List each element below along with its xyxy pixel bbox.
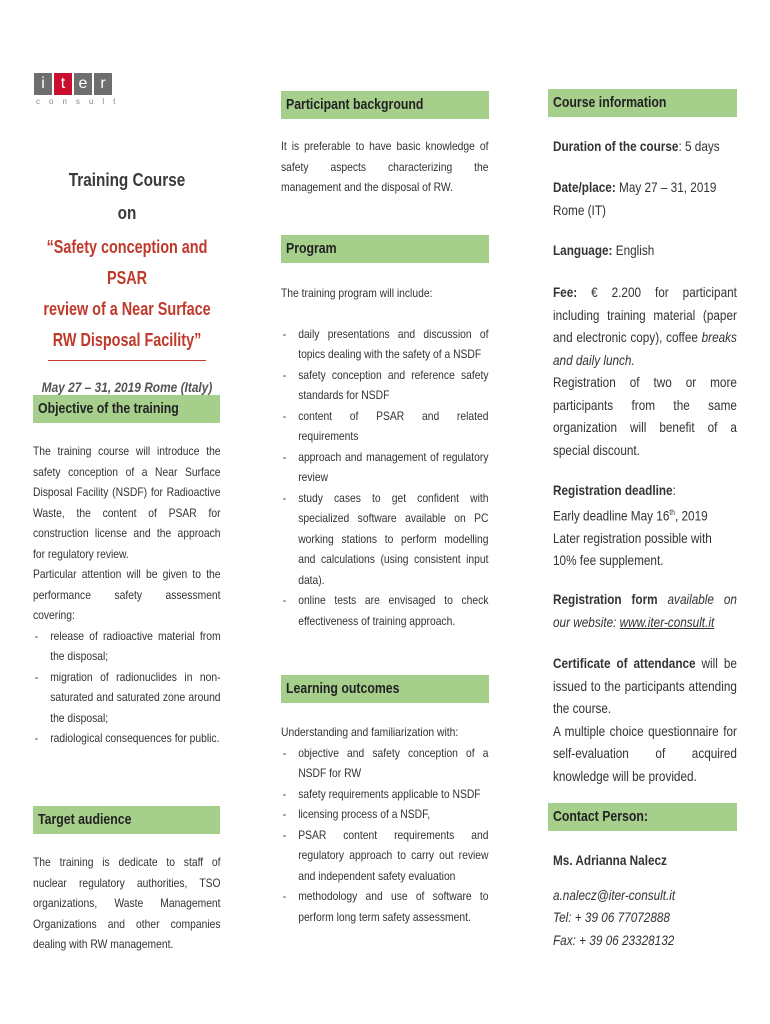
language-value: English: [612, 242, 655, 258]
title-underline: [48, 360, 206, 361]
contact-details: [553, 849, 737, 951]
contact-fax: Fax: + 39 06 23328132: [553, 931, 675, 948]
duration-label: Duration of the course: [553, 138, 679, 154]
certificate-info: [553, 652, 737, 787]
iter-consult-logo: [34, 73, 125, 106]
learning-outcomes-heading: Learning outcomes: [281, 675, 489, 703]
fee-value: € 2.200 for participant including training material (paper and electronic copy), coffee: [553, 284, 737, 345]
outcomes-list: [281, 743, 488, 928]
deadline-early-year: , 2019: [674, 507, 708, 524]
logo-letter-i: i: [34, 73, 52, 95]
website-link[interactable]: www.iter-consult.it: [619, 613, 715, 630]
program-heading: Program: [281, 235, 489, 263]
contact-person-heading: Contact Person:: [548, 803, 737, 831]
registration-form-info: [553, 588, 737, 633]
questionnaire-text: A multiple choice questionnaire for self-evaluation of acquired knowledge will be provided.: [553, 722, 737, 784]
logo-letter-e: e: [74, 73, 92, 95]
language-label: Language:: [553, 242, 613, 258]
list-item: - approach and management of regulatory review: [281, 447, 488, 488]
objective-paragraph-1: The training course will introduce the safety conception of a Near Surface Disposal Facility (NSDF) for Radioactive Waste, the content of PSAR for construction license and the approach for regulatory review.: [33, 444, 221, 561]
course-information-heading: Course information: [548, 89, 737, 117]
certificate-text: will be issued to the participants attending the course.: [553, 655, 737, 716]
registration-form-text: available on our website:: [553, 591, 737, 630]
objective-heading: Objective of the training: [33, 395, 220, 423]
title-main-line-1: “Safety conception and PSAR: [46, 237, 208, 288]
list-item: - safety requirements applicable to NSDF: [281, 784, 488, 805]
learning-outcomes-section: [281, 722, 489, 927]
list-item: - PSAR content requirements and regulatory approach to carry out review and independent safety evaluation: [281, 825, 488, 887]
objective-paragraph-2: Particular attention will be given to the performance safety assessment covering:: [33, 567, 221, 622]
registration-form-label: Registration form: [553, 591, 658, 607]
list-item: - methodology and use of software to perform long term safety assessment.: [281, 886, 488, 927]
participant-background-text: It is preferable to have basic knowledge of safety aspects characterizing the management and the disposal of RW.: [281, 139, 489, 194]
title-line-training-course: Training Course: [68, 170, 186, 190]
logo-letter-t: t: [54, 73, 72, 95]
duration-value: : 5 days: [678, 138, 720, 154]
list-item: - study cases to get confident with specialized software available on PC working stations to perform modelling and calculations (using consistent input data).: [281, 488, 488, 591]
list-item: - release of radioactive material from the disposal;: [33, 626, 221, 667]
deadline-early-suffix: th: [669, 507, 675, 517]
fee-info: [553, 281, 737, 461]
objective-section: [33, 441, 221, 749]
list-item: - daily presentations and discussion of topics dealing with the safety of a NSDF: [281, 324, 488, 365]
list-item: - online tests are envisaged to check effectiveness of training approach.: [281, 590, 488, 631]
deadline-label: Registration deadline: [553, 482, 673, 498]
list-item: - migration of radionuclides in non-saturated and saturated zone around the disposal;: [33, 667, 221, 729]
course-main-title: [33, 232, 222, 356]
deadline-colon: :: [672, 482, 676, 498]
fee-label: Fee:: [553, 284, 578, 300]
outcomes-intro: Understanding and familiarization with:: [281, 725, 459, 739]
target-audience-text: The training is dedicate to staff of nuclear regulatory authorities, TSO organizations, Waste Management Organizations and other companies dealing with RW management.: [33, 855, 221, 951]
contact-email[interactable]: a.nalecz@iter-consult.it: [553, 886, 676, 903]
logo-letter-r: r: [94, 73, 112, 95]
date-place-info: [553, 176, 737, 221]
list-item: - radiological consequences for public.: [33, 728, 221, 749]
participant-background-heading: Participant background: [281, 91, 489, 119]
list-item: - objective and safety conception of a NSDF for RW: [281, 743, 488, 784]
program-section: [281, 283, 489, 631]
group-discount-text: Registration of two or more participants from the same organization will benefit of a special discount.: [553, 374, 737, 458]
program-intro: The training program will include:: [281, 286, 433, 300]
date-place-value: May 27 – 31, 2019 Rome (IT): [553, 179, 717, 218]
title-main-line-3: RW Disposal Facility”: [52, 330, 202, 350]
deadline-late: Later registration possible with 10% fee supplement.: [553, 529, 712, 569]
program-list: [281, 324, 488, 632]
list-item: - safety conception and reference safety standards for NSDF: [281, 365, 488, 406]
target-audience-heading: Target audience: [33, 806, 220, 834]
course-date-location: May 27 – 31, 2019 Rome (Italy): [41, 379, 213, 395]
deadline-early: Early deadline May 16: [553, 507, 670, 524]
list-item: - licensing process of a NSDF,: [281, 804, 488, 825]
date-place-label: Date/place:: [553, 179, 616, 195]
contact-name: Ms. Adrianna Nalecz: [553, 852, 667, 868]
duration-info: [553, 135, 737, 158]
course-title-block: [33, 170, 221, 395]
title-main-line-2: review of a Near Surface: [43, 299, 211, 319]
language-info: [553, 239, 737, 262]
title-line-on: on: [117, 203, 137, 223]
objective-list: [33, 626, 221, 749]
registration-deadline-info: [553, 479, 737, 572]
certificate-label: Certificate of attendance: [553, 655, 696, 671]
list-item: - content of PSAR and related requirements: [281, 406, 488, 447]
logo-subtitle: consult: [36, 97, 125, 106]
contact-tel: Tel: + 39 06 77072888: [553, 909, 670, 925]
fee-includes: breaks and daily lunch.: [553, 329, 737, 368]
